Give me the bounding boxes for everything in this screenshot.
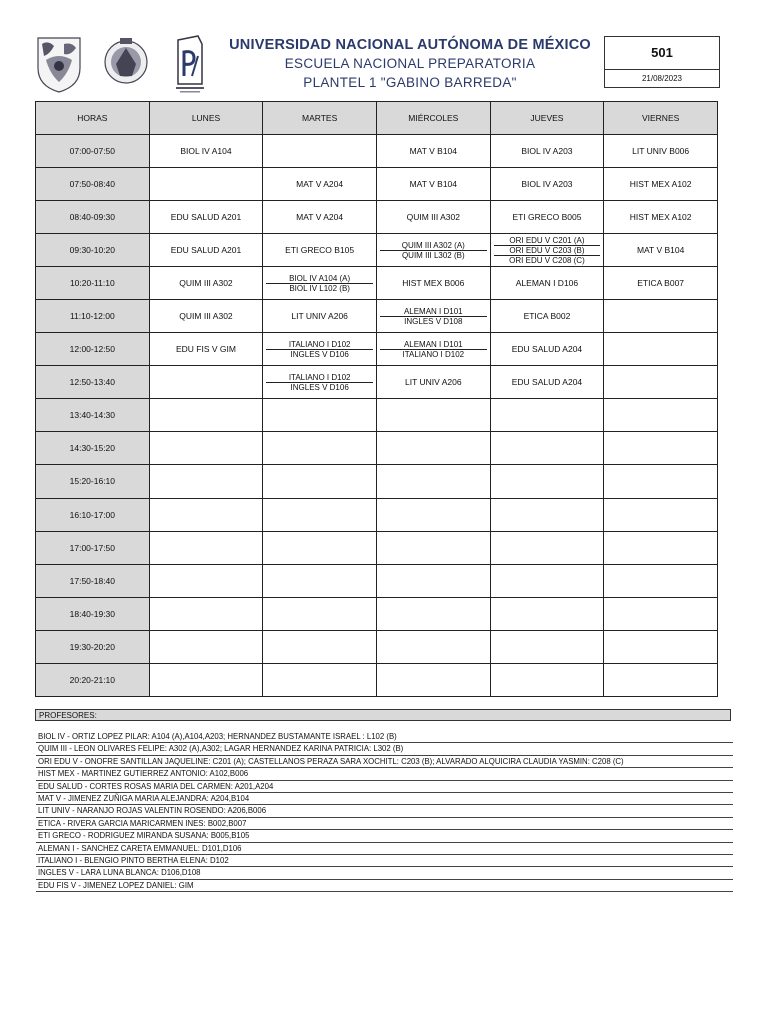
unam-shield-icon xyxy=(34,34,84,94)
class-entry: BIOL IV A104 (A) xyxy=(266,274,373,284)
class-cell-stack xyxy=(377,234,490,266)
time-slot: 19:30-20:20 xyxy=(36,630,150,663)
class-cell xyxy=(490,531,604,564)
class-cell xyxy=(263,432,377,465)
time-slot: 12:50-13:40 xyxy=(36,366,150,399)
class-cell xyxy=(604,333,718,366)
professor-row: LIT UNIV - NARANJO ROJAS VALENTIN ROSENDO: A206,B006 xyxy=(36,805,733,817)
class-cell: ALEMAN I D106 xyxy=(490,267,604,300)
class-cell xyxy=(263,630,377,663)
class-cell xyxy=(263,498,377,531)
class-cell xyxy=(604,531,718,564)
class-entry: ORI EDU V C208 (C) xyxy=(509,255,585,265)
class-entry: ITALIANO I D102 xyxy=(266,373,373,383)
class-entry: INGLES V D106 xyxy=(290,349,349,359)
class-entry: ITALIANO I D102 xyxy=(266,340,373,350)
class-entry: ALEMAN I D101 xyxy=(380,307,487,317)
schedule-row xyxy=(36,267,718,300)
schedule-row xyxy=(36,630,718,663)
time-slot: 07:00-07:50 xyxy=(36,135,150,168)
class-cell-stack xyxy=(263,366,376,398)
class-cell: EDU SALUD A204 xyxy=(490,333,604,366)
time-slot: 15:20-16:10 xyxy=(36,465,150,498)
class-cell xyxy=(149,465,263,498)
schedule-row xyxy=(36,465,718,498)
class-cell xyxy=(604,498,718,531)
header-martes: MARTES xyxy=(263,102,377,135)
header-lunes: LUNES xyxy=(149,102,263,135)
class-cell: BIOL IV A104 xyxy=(149,135,263,168)
class-cell xyxy=(263,564,377,597)
class-cell xyxy=(263,531,377,564)
class-cell-stack xyxy=(377,300,490,332)
class-entry: INGLES V D108 xyxy=(404,316,463,326)
time-slot: 17:50-18:40 xyxy=(36,564,150,597)
class-cell xyxy=(376,663,490,696)
class-cell xyxy=(376,333,490,366)
class-cell xyxy=(263,135,377,168)
class-cell xyxy=(490,597,604,630)
schedule-body xyxy=(36,135,718,697)
class-cell: MAT V B104 xyxy=(376,168,490,201)
professor-row: QUIM III - LEON OLIVARES FELIPE: A302 (A),A302; LAGAR HERNANDEZ KARINA PATRICIA: L302 (B) xyxy=(36,743,733,755)
schedule-row xyxy=(36,234,718,267)
class-cell xyxy=(149,168,263,201)
schedule-row xyxy=(36,564,718,597)
class-cell xyxy=(376,597,490,630)
class-cell: ETI GRECO B105 xyxy=(263,234,377,267)
class-cell: MAT V B104 xyxy=(376,135,490,168)
class-cell xyxy=(604,597,718,630)
class-cell xyxy=(149,399,263,432)
class-cell xyxy=(376,465,490,498)
class-cell xyxy=(490,234,604,267)
professor-row: EDU FIS V - JIMENEZ LOPEZ DANIEL: GIM xyxy=(36,880,733,892)
time-slot: 13:40-14:30 xyxy=(36,399,150,432)
schedule-row xyxy=(36,366,718,399)
university-name: UNIVERSIDAD NACIONAL AUTÓNOMA DE MÉXICO xyxy=(229,37,591,53)
time-slot: 09:30-10:20 xyxy=(36,234,150,267)
professor-row: ETI GRECO - RODRIGUEZ MIRANDA SUSANA: B005,B105 xyxy=(36,830,733,842)
class-cell xyxy=(604,663,718,696)
class-cell xyxy=(490,465,604,498)
class-cell xyxy=(604,465,718,498)
time-slot: 18:40-19:30 xyxy=(36,597,150,630)
class-cell: MAT V A204 xyxy=(263,168,377,201)
professor-row: ORI EDU V - ONOFRE SANTILLAN JAQUELINE: C201 (A); CASTELLANOS PERAZA SARA XOCHITL: C203 (B); ALVARADO ALQUICIRA CLAUDIA YASMIN: C208 (C) xyxy=(36,756,733,768)
professor-row: ETICA - RIVERA GARCIA MARICARMEN INES: B002,B007 xyxy=(36,818,733,830)
class-cell xyxy=(263,333,377,366)
class-cell xyxy=(263,366,377,399)
professor-row: HIST MEX - MARTINEZ GUTIERREZ ANTONIO: A102,B006 xyxy=(36,768,733,780)
class-cell: BIOL IV A203 xyxy=(490,168,604,201)
class-cell-stack xyxy=(491,234,604,266)
professor-row: BIOL IV - ORTIZ LOPEZ PILAR: A104 (A),A104,A203; HERNANDEZ BUSTAMANTE ISRAEL : L102 (B) xyxy=(36,731,733,743)
class-cell xyxy=(149,432,263,465)
class-cell xyxy=(149,663,263,696)
class-cell: HIST MEX B006 xyxy=(376,267,490,300)
schedule-row xyxy=(36,531,718,564)
class-cell xyxy=(490,564,604,597)
class-cell-stack xyxy=(377,333,490,365)
class-cell xyxy=(376,300,490,333)
schedule-row xyxy=(36,597,718,630)
class-cell xyxy=(604,366,718,399)
group-number: 501 xyxy=(605,37,719,70)
class-cell xyxy=(376,498,490,531)
header-titles xyxy=(222,36,598,92)
time-slot: 17:00-17:50 xyxy=(36,531,150,564)
schedule-row xyxy=(36,333,718,366)
professors-title: PROFESORES: xyxy=(35,709,731,721)
schedule-row xyxy=(36,135,718,168)
class-cell: QUIM III A302 xyxy=(149,267,263,300)
schedule-row xyxy=(36,168,718,201)
class-cell: BIOL IV A203 xyxy=(490,135,604,168)
schedule-row xyxy=(36,300,718,333)
class-cell: MAT V B104 xyxy=(604,234,718,267)
campus-name: PLANTEL 1 "GABINO BARREDA" xyxy=(303,75,517,90)
class-cell xyxy=(376,531,490,564)
class-cell xyxy=(149,564,263,597)
class-cell: LIT UNIV B006 xyxy=(604,135,718,168)
schedule-row xyxy=(36,663,718,696)
header-viernes: VIERNES xyxy=(604,102,718,135)
time-slot: 14:30-15:20 xyxy=(36,432,150,465)
time-slot: 10:20-11:10 xyxy=(36,267,150,300)
schedule-row xyxy=(36,399,718,432)
class-entry: ALEMAN I D101 xyxy=(380,340,487,350)
class-cell: ETI GRECO B005 xyxy=(490,201,604,234)
class-cell xyxy=(490,663,604,696)
professor-row: EDU SALUD - CORTES ROSAS MARIA DEL CARMEN: A201,A204 xyxy=(36,781,733,793)
class-cell xyxy=(263,465,377,498)
class-cell-stack xyxy=(263,267,376,299)
class-cell: ETICA B002 xyxy=(490,300,604,333)
class-cell xyxy=(490,630,604,663)
schedule-row xyxy=(36,432,718,465)
class-cell: LIT UNIV A206 xyxy=(376,366,490,399)
class-cell xyxy=(604,564,718,597)
class-cell xyxy=(604,630,718,663)
class-cell xyxy=(263,267,377,300)
class-cell: ETICA B007 xyxy=(604,267,718,300)
class-cell xyxy=(263,663,377,696)
header-jueves: JUEVES xyxy=(490,102,604,135)
professor-row: MAT V - JIMENEZ ZUÑIGA MARIA ALEJANDRA: A204,B104 xyxy=(36,793,733,805)
class-cell: HIST MEX A102 xyxy=(604,201,718,234)
time-slot: 08:40-09:30 xyxy=(36,201,150,234)
class-entry: QUIM III A302 (A) xyxy=(380,241,487,251)
professor-row: INGLES V - LARA LUNA BLANCA: D106,D108 xyxy=(36,867,733,879)
time-slot: 11:10-12:00 xyxy=(36,300,150,333)
professor-row: ITALIANO I - BLENGIO PINTO BERTHA ELENA: D102 xyxy=(36,855,733,867)
class-cell xyxy=(376,432,490,465)
class-cell xyxy=(263,597,377,630)
class-cell xyxy=(149,498,263,531)
class-cell xyxy=(490,399,604,432)
class-entry: ORI EDU V C203 (B) xyxy=(494,246,601,256)
class-entry: INGLES V D106 xyxy=(290,382,349,392)
schedule-row xyxy=(36,498,718,531)
class-entry: QUIM III L302 (B) xyxy=(401,250,465,260)
time-slot: 20:20-21:10 xyxy=(36,663,150,696)
class-cell xyxy=(149,597,263,630)
group-box xyxy=(604,36,720,88)
class-cell: EDU SALUD A201 xyxy=(149,201,263,234)
header-miercoles: MIÉRCOLES xyxy=(376,102,490,135)
schedule-row xyxy=(36,201,718,234)
time-slot: 07:50-08:40 xyxy=(36,168,150,201)
professor-row: ALEMAN I - SANCHEZ CARETA EMMANUEL: D101,D106 xyxy=(36,843,733,855)
class-cell xyxy=(604,399,718,432)
class-cell: LIT UNIV A206 xyxy=(263,300,377,333)
class-cell xyxy=(604,300,718,333)
class-entry: BIOL IV L102 (B) xyxy=(289,283,350,293)
class-cell: QUIM III A302 xyxy=(149,300,263,333)
class-cell xyxy=(490,432,604,465)
time-slot: 12:00-12:50 xyxy=(36,333,150,366)
class-cell-stack xyxy=(263,333,376,365)
header-horas: HORAS xyxy=(36,102,150,135)
enp-crest-icon xyxy=(102,34,150,94)
class-cell: EDU SALUD A204 xyxy=(490,366,604,399)
class-cell xyxy=(376,630,490,663)
class-cell: MAT V A204 xyxy=(263,201,377,234)
class-entry: ITALIANO I D102 xyxy=(402,349,465,359)
schedule-table xyxy=(35,101,718,697)
class-cell: EDU FIS V GIM xyxy=(149,333,263,366)
professors-list xyxy=(36,731,733,892)
class-entry: ORI EDU V C201 (A) xyxy=(494,236,601,246)
class-cell xyxy=(376,234,490,267)
schedule-header-row xyxy=(36,102,718,135)
class-cell xyxy=(376,399,490,432)
school-name: ESCUELA NACIONAL PREPARATORIA xyxy=(284,56,536,71)
class-cell: EDU SALUD A201 xyxy=(149,234,263,267)
header-logos xyxy=(34,34,214,96)
class-cell xyxy=(376,564,490,597)
time-slot: 16:10-17:00 xyxy=(36,498,150,531)
class-cell: HIST MEX A102 xyxy=(604,168,718,201)
class-cell xyxy=(149,630,263,663)
class-cell xyxy=(604,432,718,465)
class-cell xyxy=(149,366,263,399)
class-cell: QUIM III A302 xyxy=(376,201,490,234)
schedule-date: 21/08/2023 xyxy=(641,74,683,83)
class-cell xyxy=(149,531,263,564)
plantel-logo-icon xyxy=(172,34,210,96)
class-cell xyxy=(490,498,604,531)
class-cell xyxy=(263,399,377,432)
